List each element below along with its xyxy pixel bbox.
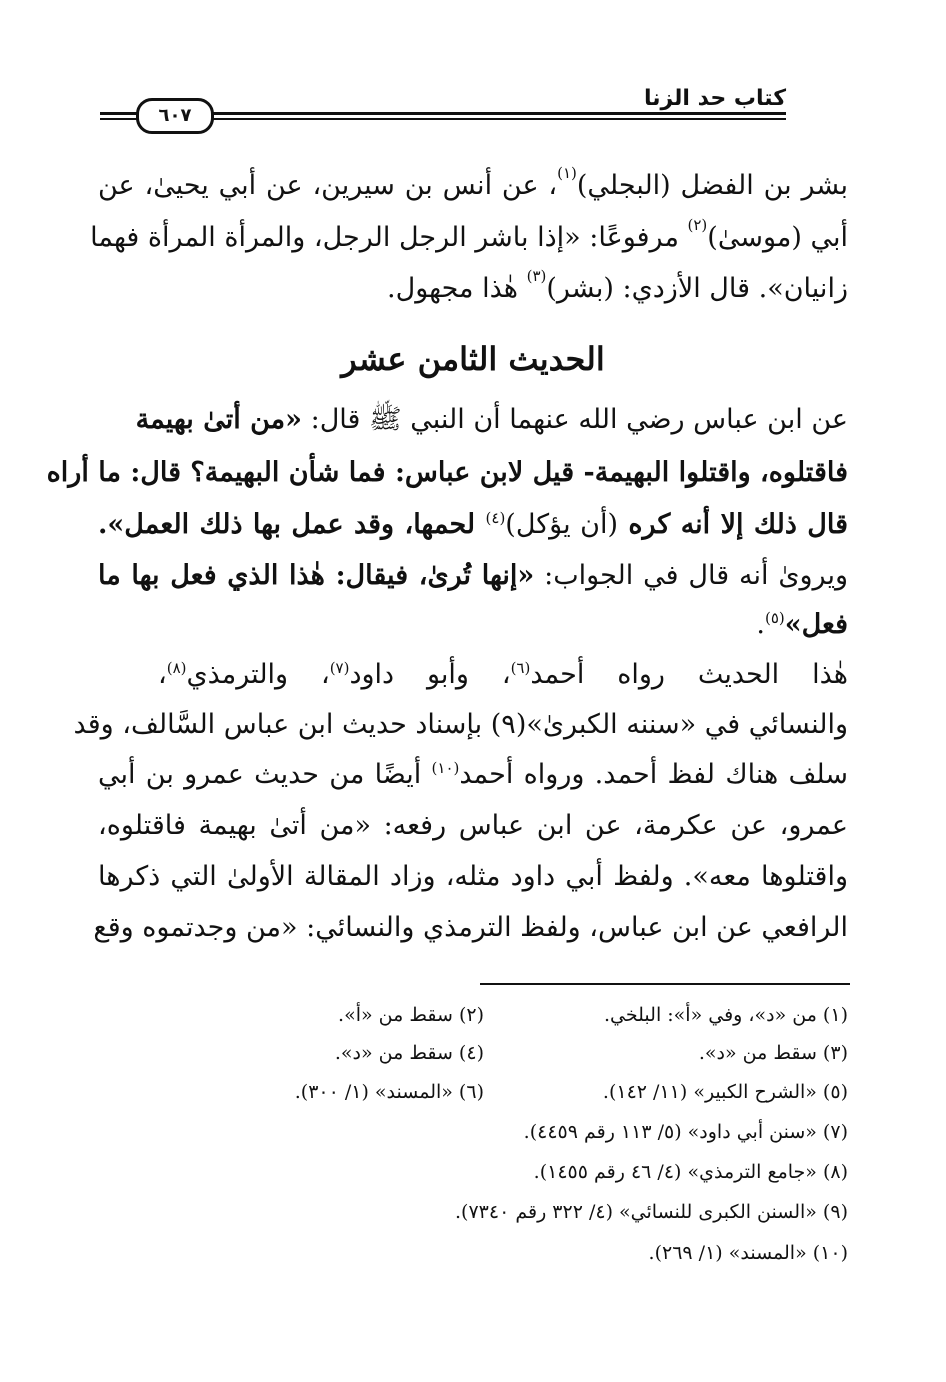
hadith-line-4 bbox=[98, 556, 848, 596]
commentary-line-3: سلف هناك لفظ أحمد. ورواه أحمد$^{(١٠)}$ أيضًا من حديث عمرو بن أبي bbox=[98, 759, 848, 790]
hadith-line-4-text: ويروىٰ أنه قال في الجواب: bbox=[534, 560, 848, 591]
header-rule-right bbox=[208, 112, 786, 115]
hadith-line-2: فاقتلوه، واقتلوا البهيمة- قيل لابن عباس: فما شأن البهيمة؟ قال: ما أراه bbox=[46, 457, 848, 488]
hadith-line-3 bbox=[98, 505, 848, 545]
intro-line-3: زانيان». قال الأزدي: (بشر)$^{^{(٣)}}$ هٰذا مجهول. bbox=[387, 267, 848, 304]
hadith-line-1-bold: «من أتىٰ بهيمة bbox=[135, 404, 303, 435]
hadith-line-1 bbox=[135, 400, 848, 440]
intro-line-1: بشر بن الفضل (البجلي)$^{^{(١)}}$، عن أنس بن سيرين، عن أبي يحيىٰ، عن bbox=[98, 164, 848, 201]
footnote-8: (٨) «جامع الترمذي» (٤/ ٤٦ رقم ١٤٥٥). bbox=[533, 1161, 848, 1183]
hadith-line-4-bold: «إنها تُرىٰ، فيقال: هٰذا الذي فعل بها ما bbox=[98, 560, 535, 591]
commentary-line-5: واقتلوها معه». ولفظ أبي داود مثله، وزاد المقالة الأولىٰ التي ذكرها bbox=[98, 861, 848, 892]
footnote-1: (١) من «د»، وفي «أ»: البلخي. bbox=[604, 1004, 848, 1026]
footnote-separator bbox=[480, 983, 850, 985]
hadith-line-3-paren: (أن يؤكل) bbox=[505, 509, 619, 540]
page-number: ٦٠٧ bbox=[136, 98, 214, 134]
header-rule-right-thin bbox=[208, 118, 786, 120]
footnote-2: (٢) سقط من «أ». bbox=[338, 1004, 484, 1026]
commentary-line-2: والنسائي في «سننه الكبرىٰ»(٩) بإسناد حديث ابن عباس السَّالف، وقد bbox=[73, 709, 848, 740]
footnote-6: (٦) «المسند» (١/ ٣٠٠). bbox=[294, 1081, 484, 1103]
hadith-line-5 bbox=[98, 605, 848, 645]
header-rule-left bbox=[100, 112, 138, 115]
footnote-4: (٤) سقط من «د». bbox=[334, 1042, 484, 1064]
hadith-line-3-bold-a: قال ذلك إلا أنه كره bbox=[618, 509, 848, 540]
footnote-ref-5: (٥) bbox=[764, 609, 785, 627]
commentary-line-6: الرافعي عن ابن عباس، ولفظ الترمذي والنسائي: «من وجدتموه وقع bbox=[93, 912, 848, 943]
hadith-line-5-end: . bbox=[756, 609, 765, 640]
intro-line-2: أبي (موسىٰ)$^{^{(٢)}}$ مرفوعًا: «إذا باشر الرجل الرجل، والمرأة المرأة فهما bbox=[90, 216, 848, 253]
commentary-line-1: هٰذا الحديث رواه أحمد$^{(٦)}$، وأبو داود$^{(٧)}$، والترمذي$^{(٨)}$، bbox=[158, 659, 848, 690]
hadith-line-1-text: عن ابن عباس رضي الله عنهما أن النبي ﷺ قال: bbox=[302, 404, 848, 435]
hadith-line-3-bold-b: لحمها، وقد عمل بها ذلك العمل». bbox=[98, 509, 486, 540]
footnote-ref-4: (٤) bbox=[485, 509, 506, 527]
footnote-7: (٧) «سنن أبي داود» (٥/ ١١٣ رقم ٤٤٥٩). bbox=[523, 1121, 848, 1143]
footnote-5: (٥) «الشرح الكبير» (١١/ ١٤٢). bbox=[602, 1081, 848, 1103]
commentary-line-4: عمرو، عن عكرمة، عن ابن عباس رفعه: «من أتىٰ بهيمة فاقتلوه، bbox=[98, 810, 848, 841]
header-rule-left-thin bbox=[100, 118, 138, 120]
footnote-9: (٩) «السنن الكبرى للنسائي» (٤/ ٣٢٢ رقم ٧٣٤٠). bbox=[455, 1201, 848, 1223]
section-heading: الحديث الثامن عشر bbox=[341, 340, 605, 378]
running-header-title: كتاب حد الزنا bbox=[643, 86, 786, 111]
footnote-10: (١٠) «المسند» (١/ ٢٦٩). bbox=[648, 1242, 848, 1264]
footnote-3: (٣) سقط من «د». bbox=[698, 1042, 848, 1064]
hadith-line-5-bold: فعل» bbox=[784, 609, 848, 640]
